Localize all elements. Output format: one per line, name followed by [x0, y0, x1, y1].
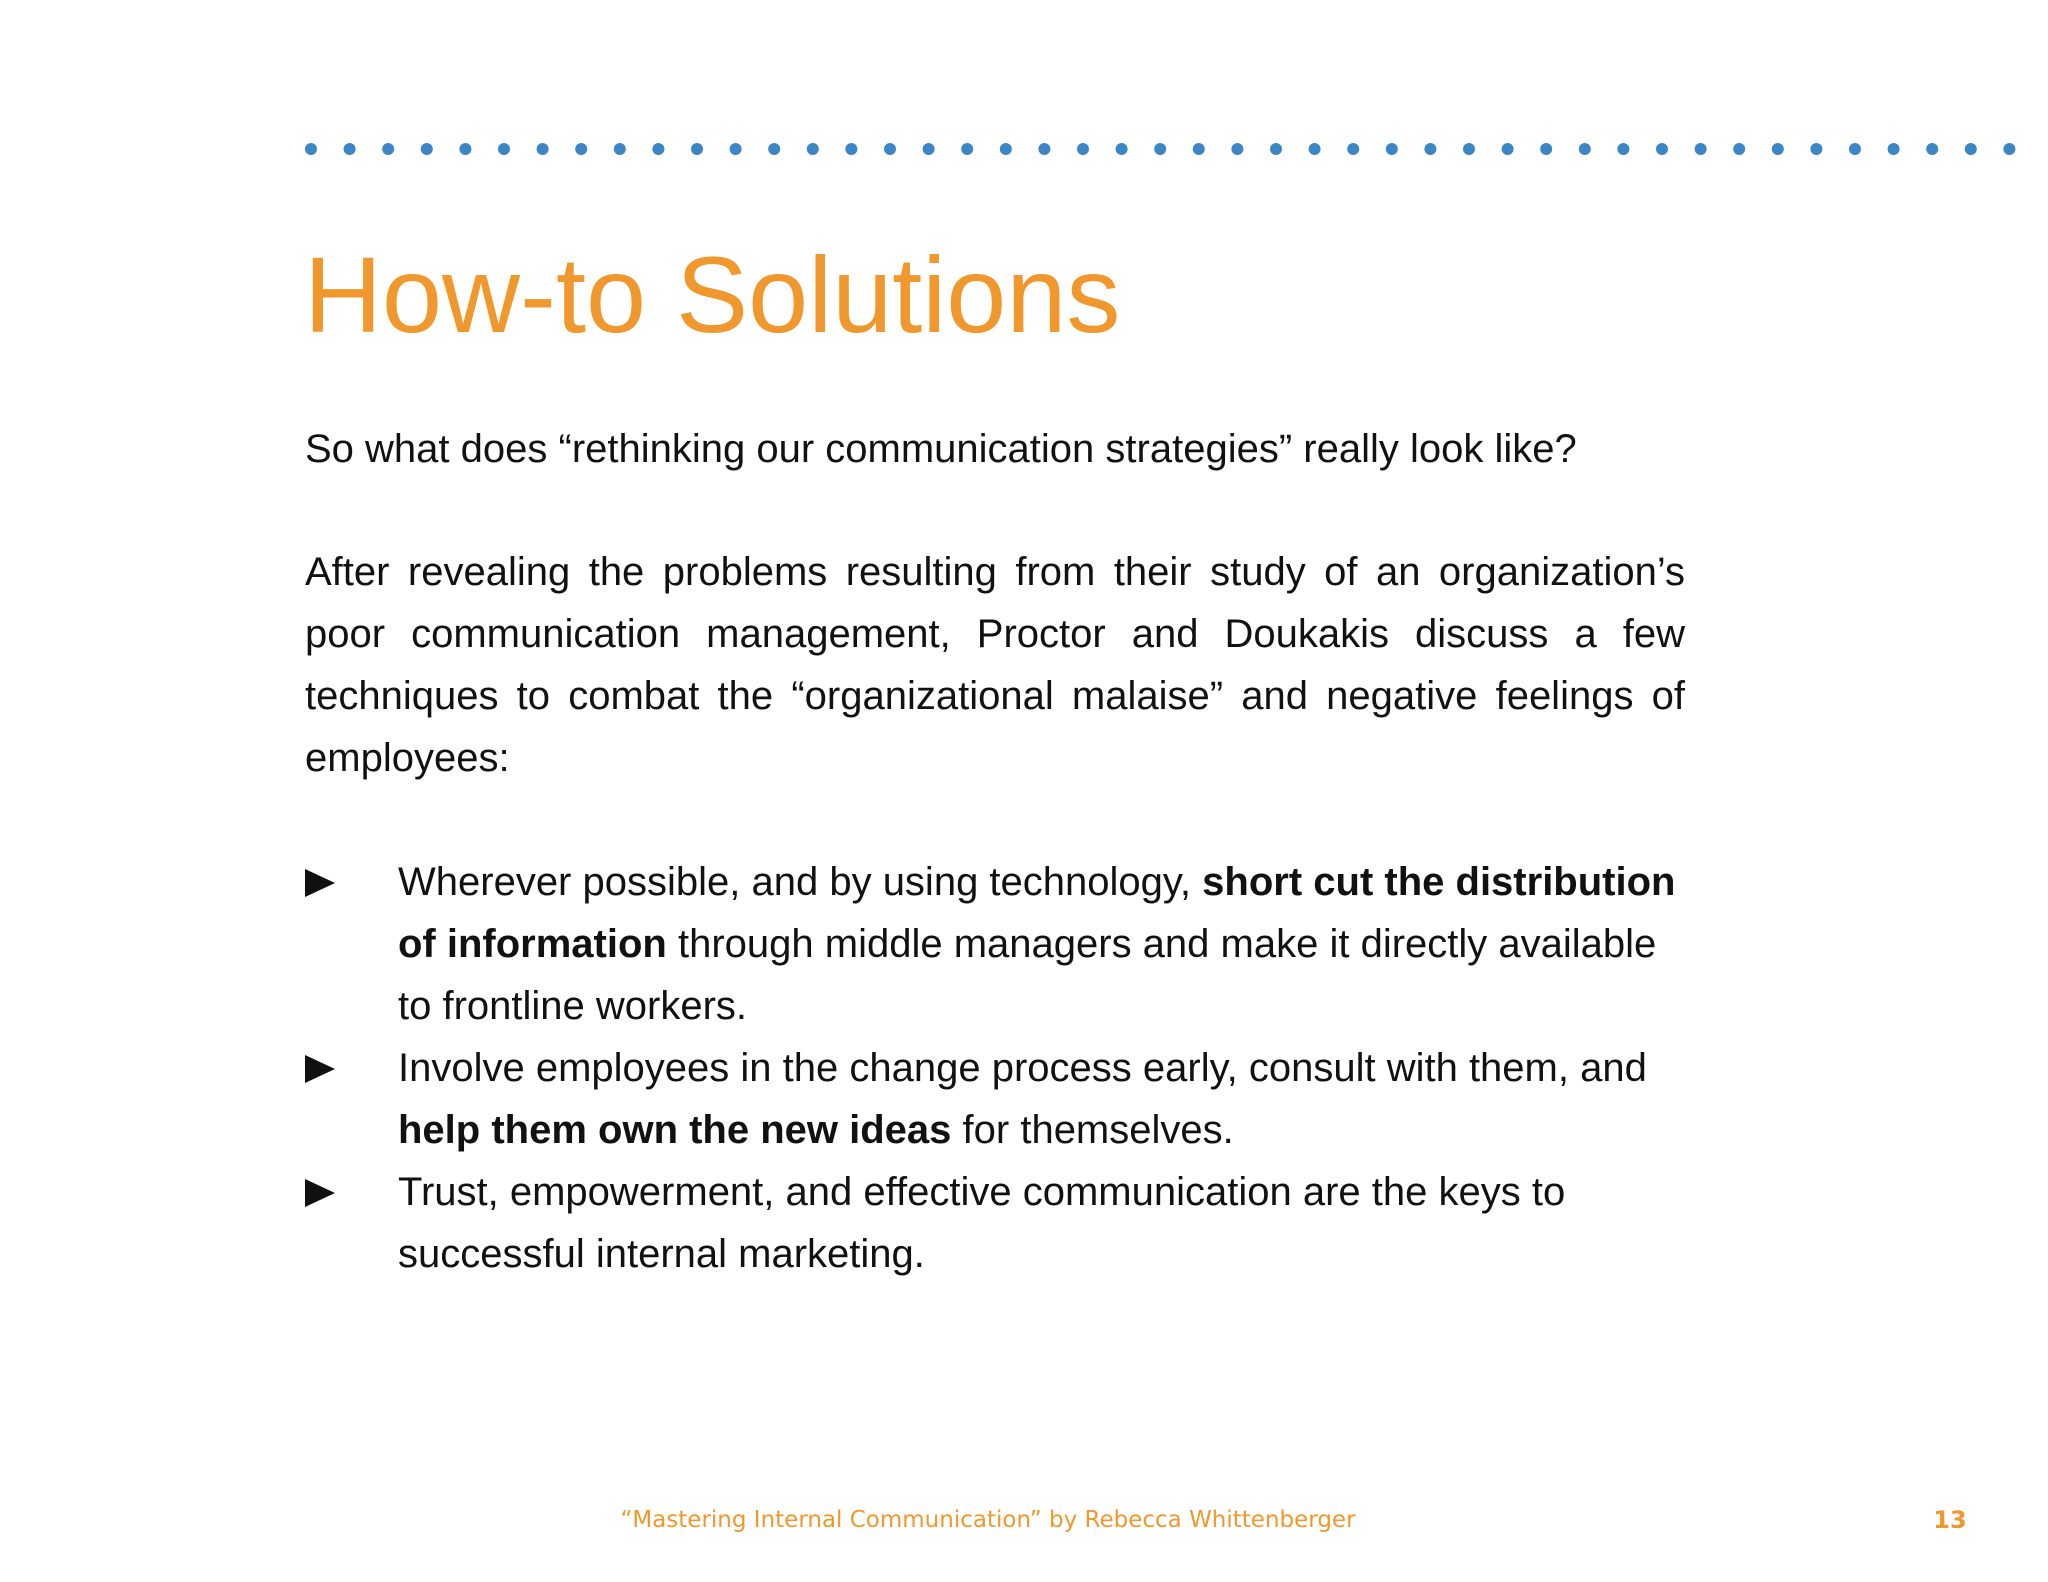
- bullet-text: for themselves.: [951, 1108, 1234, 1152]
- footer-citation: “Mastering Internal Communication” by Rebecca Whittenberger: [620, 1507, 1356, 1533]
- rule-dot: [305, 143, 317, 155]
- rule-dot: [1193, 143, 1205, 155]
- rule-dot: [575, 143, 587, 155]
- rule-dot: [1038, 143, 1050, 155]
- rule-dot: [1772, 143, 1784, 155]
- rule-dot: [344, 143, 356, 155]
- right-pointing-triangle-icon: [305, 1179, 335, 1207]
- rule-dot: [1540, 143, 1552, 155]
- bullet-text: Involve employees in the change process early, consult with them, and: [398, 1046, 1647, 1090]
- list-item: [305, 1161, 1685, 1285]
- right-pointing-triangle-icon: [305, 869, 335, 897]
- rule-dot: [1656, 143, 1668, 155]
- rule-dot: [1347, 143, 1359, 155]
- bullet-text: Wherever possible, and by using technology,: [398, 860, 1203, 904]
- intro-question: So what does “rethinking our communication strategies” really look like?: [305, 427, 1577, 471]
- rule-dot: [614, 143, 626, 155]
- rule-dot: [1463, 143, 1475, 155]
- list-item: [305, 851, 1685, 1037]
- rule-dot: [807, 143, 819, 155]
- rule-dot: [2003, 143, 2015, 155]
- dotted-rule-dots: [305, 143, 2015, 155]
- rule-dot: [1733, 143, 1745, 155]
- body-paragraph: After revealing the problems resulting from their study of an organization’s poor communication management, Proctor and Doukakis discuss a few techniques to combat the “organizational malaise” and negative feelings of employees:: [305, 550, 1685, 780]
- rule-dot: [1270, 143, 1282, 155]
- rule-dot: [1849, 143, 1861, 155]
- rule-dot: [923, 143, 935, 155]
- rule-dot: [1617, 143, 1629, 155]
- rule-dot: [382, 143, 394, 155]
- rule-dot: [1386, 143, 1398, 155]
- rule-dot: [421, 143, 433, 155]
- rule-dot: [1116, 143, 1128, 155]
- bullet-text: through middle managers and make it directly available to frontline workers.: [398, 922, 1657, 1028]
- page-title: How-to Solutions: [304, 234, 1121, 355]
- right-pointing-triangle-icon: [305, 1055, 335, 1083]
- rule-dot: [537, 143, 549, 155]
- bullet-list: [305, 851, 1685, 1285]
- rule-dot: [1502, 143, 1514, 155]
- rule-dot: [845, 143, 857, 155]
- rule-dot: [1424, 143, 1436, 155]
- rule-dot: [1926, 143, 1938, 155]
- rule-dot: [1077, 143, 1089, 155]
- bullet-bold-text: short cut the distribution of information: [398, 860, 1676, 966]
- page-number: 13: [1933, 1506, 1967, 1534]
- rule-dot: [884, 143, 896, 155]
- rule-dot: [498, 143, 510, 155]
- rule-dot: [652, 143, 664, 155]
- bullet-bold-text: help them own the new ideas: [398, 1108, 952, 1152]
- rule-dot: [961, 143, 973, 155]
- bullet-text: Trust, empowerment, and effective communication are the keys to successful internal marketing.: [398, 1170, 1566, 1276]
- rule-dot: [1810, 143, 1822, 155]
- rule-dot: [730, 143, 742, 155]
- rule-dot: [1154, 143, 1166, 155]
- list-item: [305, 1037, 1685, 1161]
- dotted-rule: [0, 140, 2048, 158]
- rule-dot: [459, 143, 471, 155]
- rule-dot: [691, 143, 703, 155]
- rule-dot: [768, 143, 780, 155]
- rule-dot: [1695, 143, 1707, 155]
- rule-dot: [1888, 143, 1900, 155]
- rule-dot: [1231, 143, 1243, 155]
- rule-dot: [1579, 143, 1591, 155]
- rule-dot: [1309, 143, 1321, 155]
- rule-dot: [1965, 143, 1977, 155]
- rule-dot: [1000, 143, 1012, 155]
